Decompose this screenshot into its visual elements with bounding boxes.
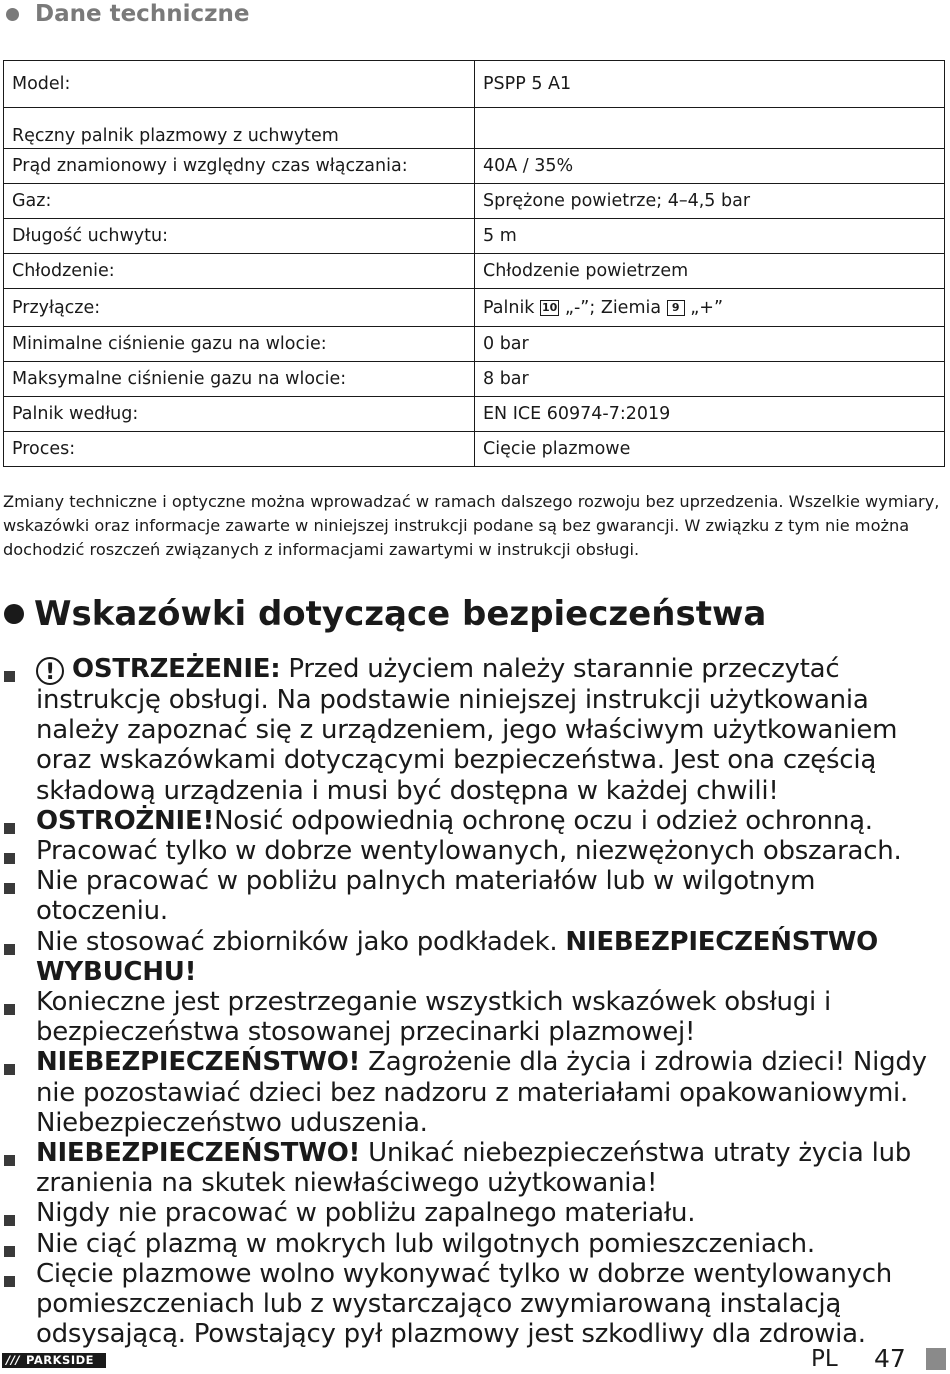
- spec-key: Długość uchwytu:: [4, 219, 475, 254]
- square-bullet-icon: [4, 1155, 15, 1166]
- list-item: [0, 1047, 945, 1138]
- spec-key: Minimalne ciśnienie gazu na wlocie:: [4, 327, 475, 362]
- connection-ziemia-sign: „+”: [690, 297, 724, 318]
- list-item: [0, 927, 945, 987]
- bullet-dot-icon: [6, 8, 19, 21]
- table-row: [4, 362, 945, 397]
- list-item: [0, 1198, 945, 1228]
- spec-value: Sprężone powietrze; 4–4,5 bar: [475, 184, 945, 219]
- page-marker-box: [926, 1348, 946, 1370]
- spec-key: Prąd znamionowy i względny czas włączania:: [4, 149, 475, 184]
- item-text: Nie ciąć plazmą w mokrych lub wilgotnych pomieszczeniach.: [36, 1228, 815, 1259]
- safety-heading-text: Wskazówki dotyczące bezpieczeństwa: [34, 594, 767, 634]
- item-bold-end: NIEBEZPIECZEŃSTWO WYBUCHU!: [36, 926, 878, 987]
- table-row: [4, 432, 945, 467]
- item-text: Przed użyciem należy starannie przeczytać instrukcję obsługi. Na podstawie niniejszej instrukcji użytkowania należy zapoznać się z urządzeniem, jego właściwym użytkowaniem oraz wskazówkami dotyczącymi bezpieczeństwa. Jest ona częścią składową urządzenia i musi być dostępna w każdej chwili!: [36, 654, 898, 806]
- item-bold: NIEBEZPIECZEŃSTWO!: [36, 1138, 361, 1169]
- table-row: [4, 219, 945, 254]
- item-bold: OSTRZEŻENIE:: [72, 654, 281, 684]
- item-text: Pracować tylko w dobrze wentylowanych, niezwężonych obszarach.: [36, 836, 902, 867]
- spec-key: Model:: [4, 61, 475, 108]
- item-bold: OSTROŻNIE!: [36, 805, 215, 836]
- list-item: [0, 836, 945, 866]
- table-row: [4, 289, 945, 327]
- item-text: Nigdy nie pracować w pobliżu zapalnego materiału.: [36, 1198, 696, 1229]
- square-bullet-icon: [4, 1064, 15, 1075]
- table-row: [4, 254, 945, 289]
- spec-value: Cięcie plazmowe: [475, 432, 945, 467]
- square-bullet-icon: [4, 1004, 15, 1015]
- connection-palnik: Palnik: [483, 297, 535, 318]
- spec-key: Maksymalne ciśnienie gazu na wlocie:: [4, 362, 475, 397]
- item-text: Cięcie plazmowe wolno wykonywać tylko w dobrze wentylowanych pomieszczeniach lub z wystarczająco zwymiarowaną instalacją odsysającą. Powstający pył plazmowy jest szkodliwy dla zdrowia.: [36, 1258, 893, 1350]
- callout-number: 10: [542, 300, 558, 314]
- list-item: [0, 1259, 945, 1350]
- list-item: [0, 1229, 945, 1259]
- list-item: [0, 987, 945, 1047]
- safety-list: [0, 654, 945, 1349]
- page-number: 47: [874, 1344, 906, 1373]
- spec-key: Gaz:: [4, 184, 475, 219]
- warning-exclamation-icon: !: [36, 657, 64, 685]
- item-text: Nie stosować zbiorników jako podkładek.: [36, 926, 566, 957]
- tech-spec-table: [3, 60, 945, 467]
- square-bullet-icon: [4, 883, 15, 894]
- item-text: Nosić odpowiednią ochronę oczu i odzież ochronną.: [214, 805, 873, 836]
- table-row: [4, 149, 945, 184]
- list-item: [0, 806, 945, 836]
- page-footer: [0, 1344, 950, 1374]
- language-code: PL: [811, 1346, 838, 1372]
- spec-value: EN ICE 60974-7:2019: [475, 397, 945, 432]
- bullet-dot-icon: [4, 604, 24, 624]
- list-item: [0, 654, 945, 806]
- spec-value: 5 m: [475, 219, 945, 254]
- table-row: [4, 108, 945, 149]
- logo-text: PARKSIDE: [26, 1353, 95, 1367]
- spec-key: Palnik według:: [4, 397, 475, 432]
- square-bullet-icon: [4, 944, 15, 955]
- table-row: [4, 184, 945, 219]
- list-item: [0, 1138, 945, 1198]
- spec-value: [475, 108, 945, 149]
- square-bullet-icon: [4, 853, 15, 864]
- square-bullet-icon: [4, 1246, 15, 1257]
- spec-key: Chłodzenie:: [4, 254, 475, 289]
- square-bullet-icon: [4, 671, 15, 682]
- spec-value: 0 bar: [475, 327, 945, 362]
- item-text: Konieczne jest przestrzeganie wszystkich wskazówek obsługi i bezpieczeństwa stosowanej przecinarki plazmowej!: [36, 987, 831, 1048]
- spec-key: Ręczny palnik plazmowy z uchwytem: [4, 108, 475, 149]
- spec-value: 8 bar: [475, 362, 945, 397]
- square-bullet-icon: [4, 1215, 15, 1226]
- tech-data-heading-text: Dane techniczne: [35, 1, 250, 27]
- logo-slashes: ///: [6, 1353, 21, 1367]
- item-text: Unikać niebezpieczeństwa utraty życia lub zranienia na skutek niewłaściwego użytkowania!: [36, 1138, 912, 1199]
- list-item: [0, 866, 945, 926]
- disclaimer-note: Zmiany techniczne i optyczne można wprowadzać w ramach dalszego rozwoju bez uprzedzenia. Wszelkie wymiary, wskazówki oraz informacje zawarte w niniejszej instrukcji podane są bez gwarancji. W związku z tym nie można dochodzić roszczeń związanych z informacjami zawartymi w instrukcji obsługi.: [3, 492, 940, 559]
- spec-key: Proces:: [4, 432, 475, 467]
- square-bullet-icon: [4, 1276, 15, 1287]
- callout-number: 9: [667, 300, 685, 316]
- item-bold: NIEBEZPIECZEŃSTWO!: [36, 1047, 361, 1078]
- spec-value: Chłodzenie powietrzem: [475, 254, 945, 289]
- connection-palnik-sign: „-”; Ziemia: [564, 297, 662, 318]
- safety-heading: [4, 592, 766, 636]
- table-row: [4, 327, 945, 362]
- item-text: Nie pracować w pobliżu palnych materiałów lub w wilgotnym otoczeniu.: [36, 866, 816, 927]
- spec-value: 40A / 35%: [475, 149, 945, 184]
- table-row: [4, 397, 945, 432]
- spec-value: PSPP 5 A1: [475, 61, 945, 108]
- tech-data-heading: [6, 0, 249, 28]
- parkside-logo: [2, 1353, 106, 1368]
- spec-key: Przyłącze:: [4, 289, 475, 327]
- table-row: [4, 61, 945, 108]
- item-text: Zagrożenie dla życia i zdrowia dzieci! Nigdy nie pozostawiać dzieci bez nadzoru z materiałami opakowaniowymi. Niebezpieczeństwo uduszenia.: [36, 1047, 927, 1138]
- spec-value-connection: [475, 289, 945, 327]
- square-bullet-icon: [4, 823, 15, 834]
